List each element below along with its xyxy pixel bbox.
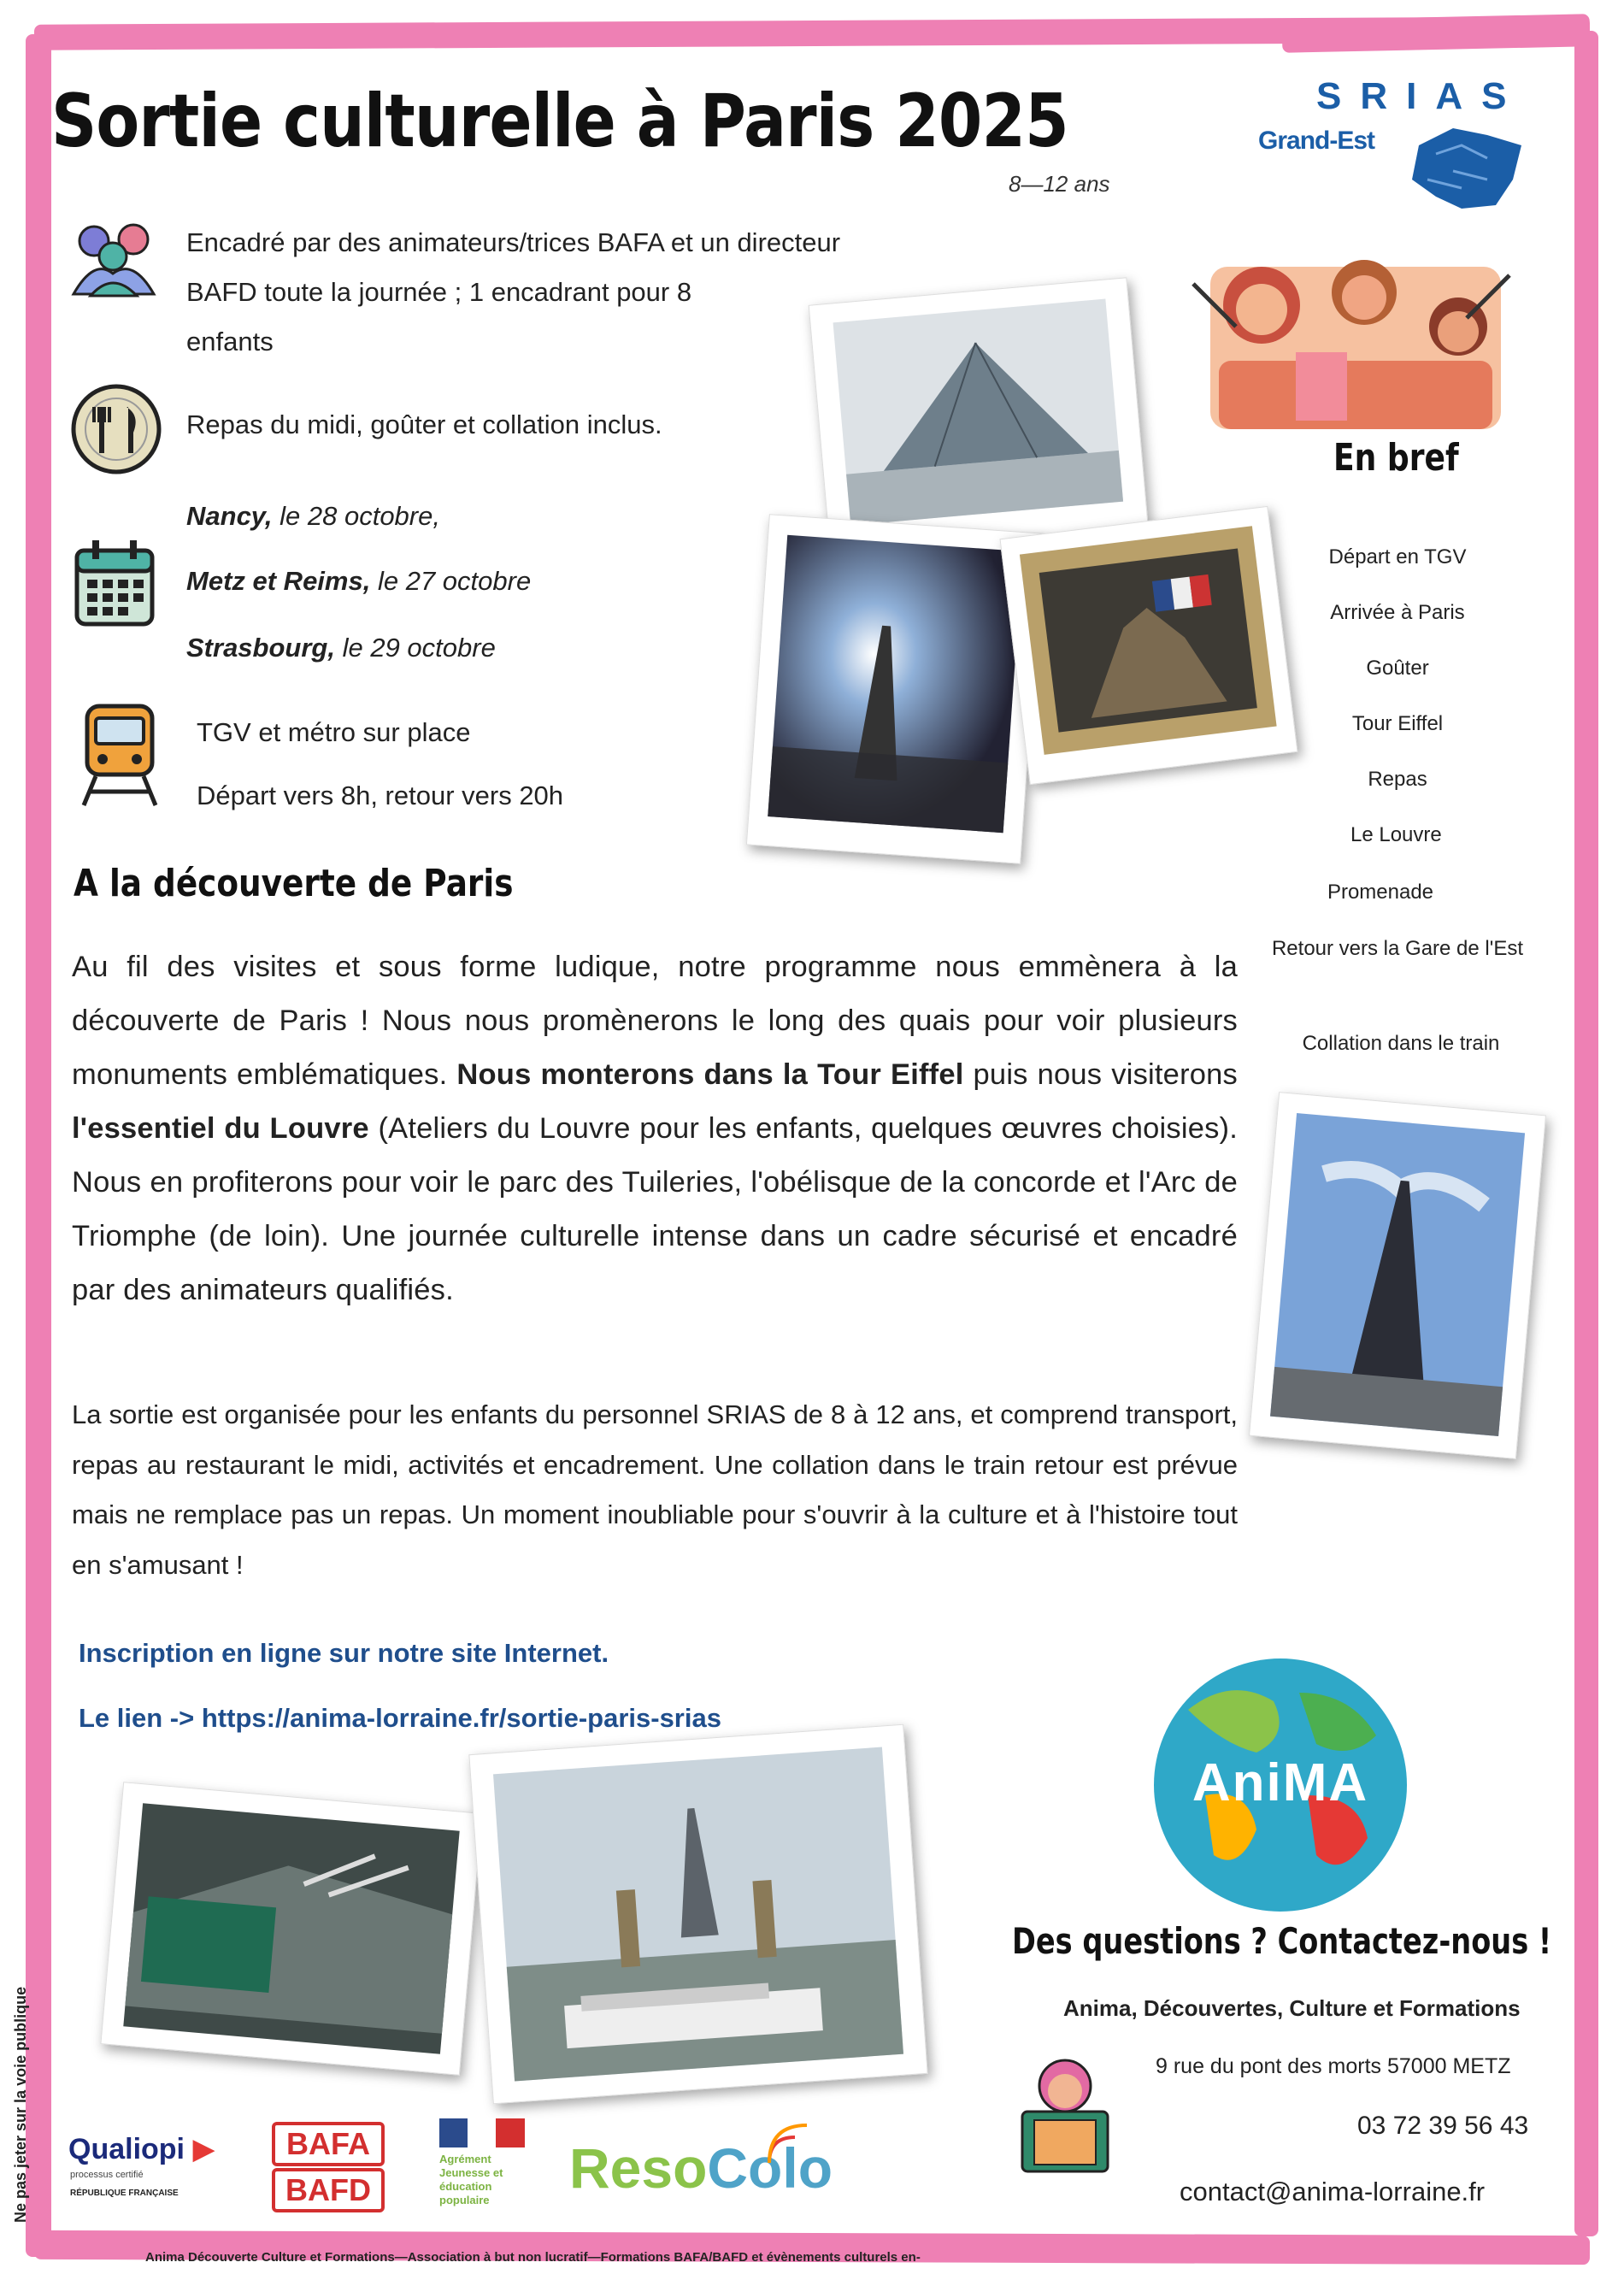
bafa-logo: BAFA — [272, 2122, 385, 2166]
paragraph-text: puis nous visiterons — [963, 1058, 1238, 1091]
french-flag-icon — [439, 2118, 525, 2147]
date-strasbourg — [186, 633, 496, 663]
bref-item: Collation dans le train — [1302, 1032, 1500, 1055]
contact-heading: Des questions ? Contactez-nous ! — [1012, 1920, 1552, 1962]
qualiopi-logo: Qualiopi ▶ — [68, 2133, 215, 2165]
liberty-painting-image — [1001, 507, 1297, 784]
calendar-icon — [74, 539, 156, 627]
transport-line: Départ vers 8h, retour vers 20h — [197, 781, 564, 810]
reading-character-icon — [1005, 2052, 1125, 2180]
photo-liberty-painting — [1000, 506, 1298, 785]
srias-region: Grand-Est — [1258, 127, 1375, 155]
photo-eiffel-sunset — [746, 514, 1044, 864]
louvre-pyramid-image — [809, 278, 1149, 559]
date-value: le 27 octobre — [370, 566, 532, 596]
bref-item: Le Louvre — [1350, 823, 1442, 846]
bref-item: Promenade — [1327, 881, 1434, 904]
registration-link[interactable]: https://anima-lorraine.fr/sortie-paris-srias — [201, 1703, 721, 1733]
paragraph-bold: l'essentiel du Louvre — [72, 1112, 369, 1145]
bref-item: Repas — [1368, 768, 1427, 791]
srias-logo-text: SRIAS — [1316, 75, 1526, 117]
contact-email[interactable]: contact@anima-lorraine.fr — [1180, 2177, 1486, 2206]
group-people-icon — [65, 217, 161, 299]
en-bref-title: En bref — [1333, 436, 1459, 480]
registration-link-line — [79, 1703, 721, 1734]
pink-frame-left — [26, 34, 51, 2257]
organisation-paragraph: La sortie est organisée pour les enfants du personnel SRIAS de 8 à 12 ans, et comprend transport, repas au restaurant le midi, activités et encadrement. Une collation dans le train retour est prévue mais ne remplace pas un repas. Un moment inoubliable pour s'ouvrir à la culture et à l'histoire tout en s'amusant ! — [72, 1399, 1238, 1580]
metro-image — [101, 1782, 481, 2074]
bref-item: Tour Eiffel — [1351, 712, 1444, 735]
date-city: Metz et Reims, — [186, 566, 371, 596]
contact-phone[interactable]: 03 72 39 56 43 — [1357, 2112, 1529, 2140]
transport-info — [197, 708, 563, 821]
contact-address: 9 rue du pont des morts 57000 METZ — [1156, 2054, 1511, 2078]
footer-legal: Anima Découverte Culture et Formations—Association à but non lucratif—Formations BAFA/BAFD et évènements culturels en- — [145, 2250, 921, 2265]
paragraph-bold: Nous monterons dans la Tour Eiffel — [456, 1058, 964, 1091]
meals-info: Repas du midi, goûter et collation inclus. — [186, 409, 662, 439]
bref-item: Arrivée à Paris — [1330, 601, 1465, 624]
photo-louvre-pyramid — [809, 277, 1150, 560]
transport-line: TGV et métro sur place — [197, 717, 471, 747]
bref-item: Retour vers la Gare de l'Est — [1271, 937, 1524, 960]
page-title: Sortie culturelle à Paris 2025 — [51, 79, 1068, 164]
seine-image — [469, 1725, 927, 2103]
bref-item: Goûter — [1366, 657, 1429, 680]
bref-item: Départ en TGV — [1328, 545, 1467, 569]
paragraph-text: (Ateliers du Louvre pour les enfants, quelques œuvres choisies). Nous en profiterons pour voir le parc des Tuileries, l'obélisque de la concorde et l'Arc de Triomphe (de loin). Une journée culturelle intense dans un cadre sécurisé et encadré par des animateurs qualifiés. — [72, 1112, 1239, 1306]
supervision-line: Encadré par des animateurs/trices BAFA et un directeur — [186, 227, 841, 257]
train-icon — [79, 703, 161, 809]
age-range: 8—12 ans — [1009, 171, 1110, 197]
resocolo-text: Reso — [569, 2136, 708, 2200]
date-value: le 29 octobre — [334, 633, 496, 663]
contact-organisation: Anima, Découvertes, Culture et Formations — [1063, 1995, 1521, 2021]
supervision-line: BAFD toute la journée ; 1 encadrant pour 8 — [186, 277, 692, 307]
anima-logo-text: AniMA — [1192, 1753, 1369, 1812]
date-nancy — [186, 501, 440, 532]
agrement-logo — [439, 2118, 525, 2212]
date-metz-reims — [186, 566, 531, 597]
photo-metro — [100, 1782, 482, 2076]
signal-waves-icon — [761, 2120, 821, 2171]
link-label: Le lien -> — [79, 1703, 202, 1733]
date-value: le 28 octobre, — [272, 501, 440, 531]
photo-seine — [468, 1724, 927, 2105]
date-city: Nancy, — [186, 501, 273, 531]
eiffel-tower-image — [1250, 1093, 1545, 1458]
resocolo-text: Colo — [707, 2136, 833, 2200]
pink-frame-right — [1574, 31, 1598, 2236]
supervision-line: enfants — [186, 327, 274, 356]
meal-utensils-icon — [68, 381, 164, 477]
registration-line: Inscription en ligne sur notre site Internet. — [79, 1638, 609, 1668]
photo-eiffel-tower — [1249, 1092, 1546, 1459]
bafd-logo: BAFD — [272, 2168, 385, 2212]
children-cartoon-icon — [1185, 224, 1518, 438]
qualiopi-text: Qualiopi — [68, 2133, 185, 2165]
discovery-paragraph — [72, 940, 1238, 1317]
date-city: Strasbourg, — [186, 633, 335, 663]
discovery-heading: A la découverte de Paris — [74, 862, 514, 905]
qualiopi-republique: RÉPUBLIQUE FRANÇAISE — [70, 2189, 179, 2198]
pink-frame-top-accent — [1282, 14, 1591, 53]
eiffel-sunset-image — [747, 515, 1043, 863]
qualiopi-subtitle: processus certifié — [70, 2170, 144, 2180]
paragraph-text: Au fil des visites et sous forme ludique, notre programme nous emmènera à la découverte de Paris ! Nous nous promènerons le long des quais pour voir plusieurs monuments emblématiques. — [72, 951, 1238, 1091]
grand-est-map-icon — [1402, 120, 1530, 214]
anima-logo — [1154, 1658, 1407, 1912]
agrement-text: Agrément Jeunesse et éducation populaire — [439, 2153, 503, 2206]
disposal-note: Ne pas jeter sur la voie publique — [12, 1986, 29, 2223]
